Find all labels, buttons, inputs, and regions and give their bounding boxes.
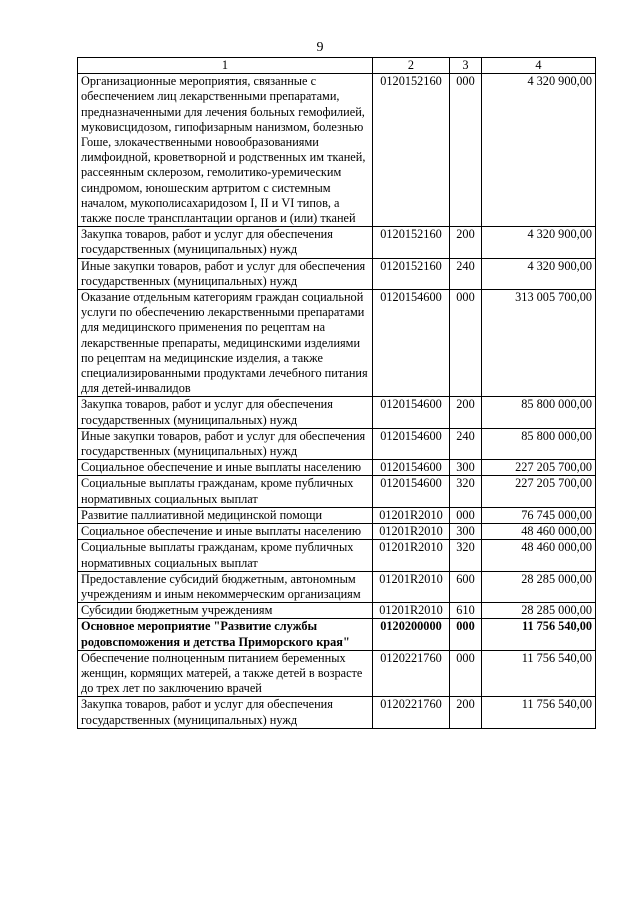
row-target-code: 01201R2010 (373, 603, 450, 619)
row-expense-type: 000 (450, 290, 482, 397)
row-name: Закупка товаров, работ и услуг для обеспечения государственных (муниципальных) нужд (78, 227, 373, 258)
row-target-code: 0120152160 (373, 258, 450, 289)
row-amount: 227 205 700,00 (482, 460, 596, 476)
row-amount: 11 756 540,00 (482, 650, 596, 697)
row-name: Организационные мероприятия, связанные с обеспечением лиц лекарственными препаратами, предназначенными для лечения больных гемофилией, муковисцидозом, гипофизарным нанизмом, болезнью Гоше, злокачественными новообразованиями лимфоидной, кроветворной и родственных им тканей, рассеянным склерозом, гемолитико-уремическим синдромом, юношеским артритом с системным началом, мукополисахаридозом I, II и VI типов, а также после трансплантации органов и (или) тканей (78, 74, 373, 227)
table-row (78, 571, 596, 602)
row-expense-type: 320 (450, 540, 482, 571)
table-row (78, 619, 596, 650)
row-target-code: 0120154600 (373, 397, 450, 428)
row-target-code: 01201R2010 (373, 540, 450, 571)
row-target-code: 0120154600 (373, 290, 450, 397)
page-number: 9 (316, 40, 324, 55)
row-amount: 28 285 000,00 (482, 603, 596, 619)
row-target-code: 0120154600 (373, 428, 450, 459)
row-amount: 11 756 540,00 (482, 697, 596, 728)
row-name: Обеспечение полноценным питанием беременных женщин, кормящих матерей, а также детей в возрасте до трех лет по заключению врачей (78, 650, 373, 697)
row-expense-type: 000 (450, 74, 482, 227)
row-amount: 313 005 700,00 (482, 290, 596, 397)
row-name: Оказание отдельным категориям граждан социальной услуги по обеспечению лекарственными препаратами для медицинского применения по рецептам на лекарственные препараты, медицинскими изделиями по рецептам на медицинские изделия, а также специализированными продуктами лечебного питания для детей-инвалидов (78, 290, 373, 397)
row-expense-type: 200 (450, 397, 482, 428)
row-expense-type: 600 (450, 571, 482, 602)
table-row (78, 428, 596, 459)
row-target-code: 01201R2010 (373, 571, 450, 602)
row-name: Иные закупки товаров, работ и услуг для обеспечения государственных (муниципальных) нужд (78, 258, 373, 289)
table-row (78, 227, 596, 258)
table-body (78, 74, 596, 729)
row-name: Социальные выплаты гражданам, кроме публичных нормативных социальных выплат (78, 476, 373, 507)
row-name: Иные закупки товаров, работ и услуг для обеспечения государственных (муниципальных) нужд (78, 428, 373, 459)
row-expense-type: 000 (450, 650, 482, 697)
row-expense-type: 610 (450, 603, 482, 619)
table-row (78, 697, 596, 728)
row-target-code: 01201R2010 (373, 524, 450, 540)
row-amount: 4 320 900,00 (482, 74, 596, 227)
row-name: Субсидии бюджетным учреждениям (78, 603, 373, 619)
row-name: Социальное обеспечение и иные выплаты населению (78, 524, 373, 540)
row-amount: 11 756 540,00 (482, 619, 596, 650)
table-row (78, 524, 596, 540)
table-row (78, 476, 596, 507)
table-row (78, 74, 596, 227)
row-amount: 48 460 000,00 (482, 524, 596, 540)
row-name: Основное мероприятие "Развитие службы родовспоможения и детства Приморского края" (78, 619, 373, 650)
row-target-code: 0120154600 (373, 476, 450, 507)
row-expense-type: 200 (450, 697, 482, 728)
table-row (78, 397, 596, 428)
row-amount: 4 320 900,00 (482, 258, 596, 289)
table-row (78, 507, 596, 523)
row-target-code: 0120154600 (373, 460, 450, 476)
row-amount: 85 800 000,00 (482, 428, 596, 459)
row-expense-type: 300 (450, 460, 482, 476)
row-name: Закупка товаров, работ и услуг для обеспечения государственных (муниципальных) нужд (78, 697, 373, 728)
row-name: Закупка товаров, работ и услуг для обеспечения государственных (муниципальных) нужд (78, 397, 373, 428)
table-row (78, 290, 596, 397)
row-expense-type: 320 (450, 476, 482, 507)
column-header-4: 4 (482, 58, 596, 74)
row-name: Социальные выплаты гражданам, кроме публичных нормативных социальных выплат (78, 540, 373, 571)
row-amount: 85 800 000,00 (482, 397, 596, 428)
row-name: Социальное обеспечение и иные выплаты населению (78, 460, 373, 476)
table-row (78, 540, 596, 571)
row-target-code: 0120200000 (373, 619, 450, 650)
row-name: Предоставление субсидий бюджетным, автономным учреждениям и иным некоммерческим организациям (78, 571, 373, 602)
row-expense-type: 000 (450, 619, 482, 650)
row-amount: 76 745 000,00 (482, 507, 596, 523)
row-amount: 48 460 000,00 (482, 540, 596, 571)
row-target-code: 0120152160 (373, 227, 450, 258)
budget-table (77, 57, 596, 729)
table-row (78, 258, 596, 289)
row-expense-type: 240 (450, 428, 482, 459)
row-expense-type: 240 (450, 258, 482, 289)
row-amount: 4 320 900,00 (482, 227, 596, 258)
column-header-3: 3 (450, 58, 482, 74)
table-header-row (78, 58, 596, 74)
row-expense-type: 200 (450, 227, 482, 258)
row-target-code: 0120152160 (373, 74, 450, 227)
row-expense-type: 000 (450, 507, 482, 523)
row-target-code: 01201R2010 (373, 507, 450, 523)
row-expense-type: 300 (450, 524, 482, 540)
row-amount: 28 285 000,00 (482, 571, 596, 602)
column-header-2: 2 (373, 58, 450, 74)
row-target-code: 0120221760 (373, 697, 450, 728)
table-row (78, 460, 596, 476)
table-row (78, 603, 596, 619)
row-name: Развитие паллиативной медицинской помощи (78, 507, 373, 523)
row-target-code: 0120221760 (373, 650, 450, 697)
column-header-1: 1 (78, 58, 373, 74)
row-amount: 227 205 700,00 (482, 476, 596, 507)
table-row (78, 650, 596, 697)
